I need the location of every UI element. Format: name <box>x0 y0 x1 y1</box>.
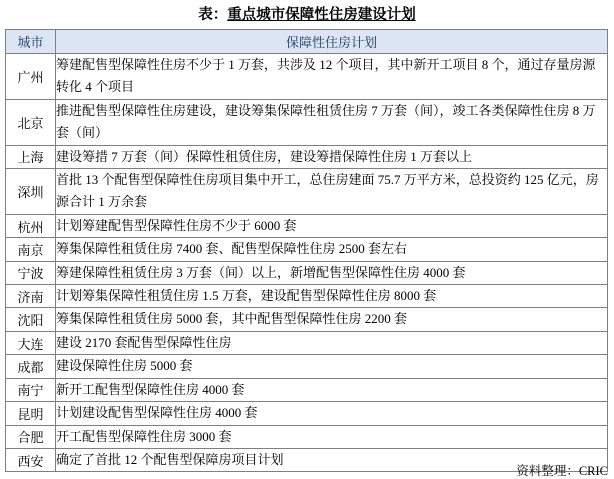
table-row <box>6 54 608 100</box>
page-title <box>0 0 614 28</box>
table-row <box>6 261 608 284</box>
city-cell: 深圳 <box>6 169 56 215</box>
plan-cell: 计划筹建配售型保障性住房不少于 6000 套 <box>56 214 608 237</box>
city-cell: 昆明 <box>6 402 56 425</box>
plan-cell: 确定了首批 12 个配售型保障房项目计划 <box>56 448 608 471</box>
table-row <box>6 238 608 261</box>
plan-cell: 新开工配售型保障性住房 4000 套 <box>56 378 608 401</box>
city-cell: 广州 <box>6 54 56 100</box>
table-row <box>6 425 608 448</box>
table-row <box>6 99 608 145</box>
table-row <box>6 214 608 237</box>
header-plan: 保障性住房计划 <box>56 30 608 54</box>
plan-cell: 建设保障性住房 5000 套 <box>56 355 608 378</box>
plan-cell: 推进配售型保障性住房建设，建设筹集保障性租赁住房 7 万套（间），竣工各类保障性住房 8 万套（间） <box>56 99 608 145</box>
table-row <box>6 355 608 378</box>
plan-cell: 计划筹集保障性租赁住房 1.5 万套，建设配售型保障性住房 8000 套 <box>56 285 608 308</box>
table-header-row <box>6 30 608 54</box>
plan-cell: 筹集保障性租赁住房 5000 套，其中配售型保障性住房 2200 套 <box>56 308 608 331</box>
table-row <box>6 331 608 354</box>
title-main: 重点城市保障性住房建设计划 <box>227 7 416 23</box>
city-cell: 南宁 <box>6 378 56 401</box>
table-row <box>6 402 608 425</box>
city-cell: 大连 <box>6 331 56 354</box>
city-cell: 杭州 <box>6 214 56 237</box>
city-cell: 成都 <box>6 355 56 378</box>
housing-plan-table <box>5 29 608 472</box>
title-prefix: 表： <box>198 7 228 23</box>
city-cell: 宁波 <box>6 261 56 284</box>
city-cell: 西安 <box>6 448 56 471</box>
table-row <box>6 378 608 401</box>
city-cell: 济南 <box>6 285 56 308</box>
plan-cell: 建设筹措 7 万套（间）保障性租赁住房，建设筹措保障性住房 1 万套以上 <box>56 145 608 168</box>
plan-cell: 开工配售型保障性住房 3000 套 <box>56 425 608 448</box>
table-row <box>6 308 608 331</box>
city-cell: 合肥 <box>6 425 56 448</box>
table-row <box>6 285 608 308</box>
plan-cell: 计划建设配售型保障性住房 4000 套 <box>56 402 608 425</box>
source-credit: 资料整理：CRIC <box>516 464 608 478</box>
table-row <box>6 145 608 168</box>
plan-cell: 筹建配售型保障性住房不少于 1 万套，共涉及 12 个项目，其中新开工项目 8 个，通过存量房源转化 4 个项目 <box>56 54 608 100</box>
plan-cell: 筹集保障性租赁住房 7400 套、配售型保障性住房 2500 套左右 <box>56 238 608 261</box>
plan-cell: 首批 13 个配售型保障性住房项目集中开工，总住房建面 75.7 万平方米，总投资约 125 亿元，房源合计 1 万余套 <box>56 169 608 215</box>
city-cell: 北京 <box>6 99 56 145</box>
city-cell: 沈阳 <box>6 308 56 331</box>
plan-cell: 建设 2170 套配售型保障性住房 <box>56 331 608 354</box>
city-cell: 南京 <box>6 238 56 261</box>
city-cell: 上海 <box>6 145 56 168</box>
header-city: 城市 <box>6 30 56 54</box>
plan-cell: 筹建保障性租赁住房 3 万套（间）以上，新增配售型保障性住房 4000 套 <box>56 261 608 284</box>
table-row <box>6 169 608 215</box>
